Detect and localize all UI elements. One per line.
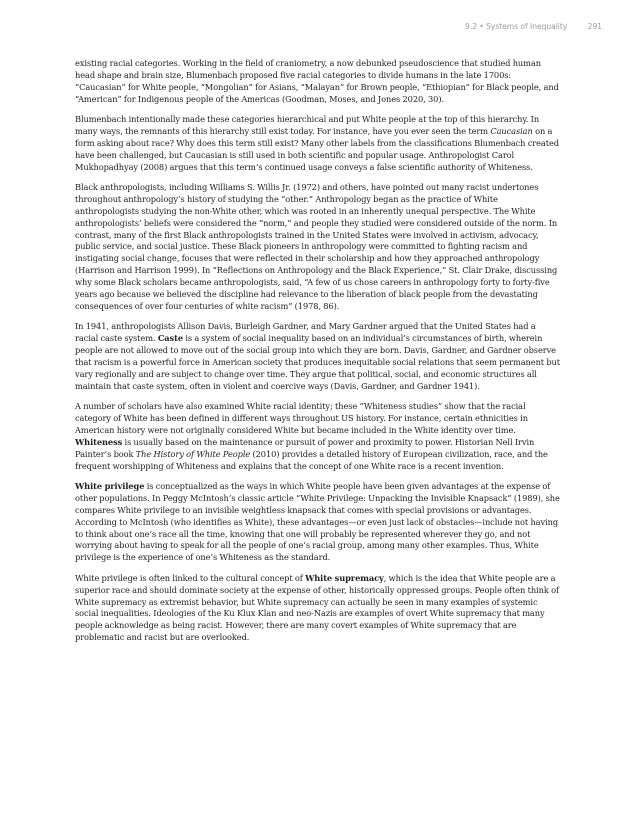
paragraph-text: In 1941, anthropologists Allison Davis, Burleigh Gardner, and Mary Gardner argued that the United States had a racial caste system. — [75, 321, 536, 344]
key-term: Caste — [157, 333, 183, 344]
body-text — [75, 58, 560, 653]
paragraph — [75, 481, 560, 564]
paragraph-text: is a system of social inequality based on an individual’s circumstances of birth, wherein people are not allowed to move out of the social group into which they are born. Davis, Gardner, and Gardner observe that racism is a powerful force in American society that produces inequitable social relations that seem permanent but vary regionally and are subject to change over time. They argue that political, social, and economic structures all maintain that caste system, often in violent and coercive ways (Davis, Gardner, and Gardner 1941). — [75, 333, 560, 391]
paragraph — [75, 401, 560, 472]
emphasized-text: The History of White People — [135, 448, 251, 459]
key-term: White privilege — [75, 480, 145, 491]
paragraph-text: is conceptualized as the ways in which White people have been given advantages at the expense of other populations. In Peggy McIntosh’s classic article “White Privilege: Unpacking the Invisible Knapsack” (1989), she compares White privilege to an invisible weightless knapsack that comes with special provisions or advantages. According to McIntosh (who identifies as White), these advantages—or even just lack of obstacles—include not having to think about one’s race all the time, knowing that one will probably be represented wherever they go, and not worrying about having to speak for all the people of one’s racial group, among many other examples. Thus, White privilege is the experience of one’s Whiteness as the standard. — [75, 480, 560, 563]
paragraph — [75, 58, 560, 106]
paragraph — [75, 182, 560, 313]
paragraph-text: Blumenbach intentionally made these categories hierarchical and put White people at the top of this hierarchy. In many ways, the remnants of this hierarchy still exist today. For instance, have you ever seen the term — [75, 114, 540, 136]
paragraph-text: , which is the idea that White people are a superior race and should dominate society at the expense of other, historically oppressed groups. People often think of White supremacy as extremist behavior, but White supremacy can actually be seen in many examples of systemic social inequalities. Ideologies of the Ku Klux Klan and neo-Nazis are examples of overt White supremacy that many people acknowledge as being racist. However, there are many covert examples of White supremacy that are problematic and racist but are overlooked. — [75, 572, 559, 643]
page-header — [465, 22, 602, 31]
paragraph — [75, 573, 560, 644]
paragraph-text: on a form asking about race? Why does this term still exist? Many other labels from the classifications Blumenbach created have been challenged, but Caucasian is still used in both scientific and popular usage. Anthropologist Carol Mukhopadhyay (2008) argues that this term’s continued usage conveys a false scientific authority of Whiteness. — [75, 125, 559, 172]
paragraph — [75, 114, 560, 174]
paragraph-text: A number of scholars have also examined White racial identity; these “Whiteness studies” show that the racial category of White has been defined in different ways throughout US history. For instance, certain ethnicities in American history were not originally considered White but became included in the White identity over time. — [75, 401, 528, 435]
key-term: Whiteness — [75, 436, 123, 447]
paragraph-text: White privilege is often linked to the cultural concept of — [75, 572, 306, 583]
running-head-section: 9.2 • Systems of Inequality — [465, 22, 568, 31]
paragraph-text: Black anthropologists, including Williams S. Willis Jr. (1972) and others, have pointed out many racist undertones throughout anthropology’s history of studying the “other.” Anthropology began as the practice of White anthropologists studying the non-White other, which was rooted in an inherently unequal perspective. The White anthropologists’ beliefs were considered the “norm,” and people they studied were considered outside of the norm. In contrast, many of the first Black anthropologists trained in the United States were involved in activism, advocacy, public service, and social justice. These Black pioneers in anthropology were committed to fighting racism and instigating social change, focuses that were reflected in their scholarship and how they approached anthropology (Harrison and Harrison 1999). In “Reflections on Anthropology and the Black Experience,” St. Clair Drake, discussing why some Black scholars became anthropologists, said, “A few of us chose careers in anthropology forty to forty-five years ago because we believed the discipline had relevance to the liberation of black people from the devastating consequences of over four centuries of white racism” (1978, 86). — [75, 181, 558, 311]
paragraph-text: is usually based on the maintenance or pursuit of power and proximity to power. Historian Nell Irvin Painter’s book — [75, 436, 535, 459]
page-number: 291 — [587, 22, 602, 31]
paragraph-text: existing racial categories. Working in the field of craniometry, a now debunked pseudoscience that studied human head shape and brain size, Blumenbach proposed five racial categories to divide humans in the late 1700s: “Caucasian” for White people, “Mongolian” for Asians, “Malayan” for Brown people, “Ethiopian” for Black people, and “American” for Indigenous people of the Americas (Goodman, Moses, and Jones 2020, 30). — [75, 58, 559, 104]
paragraph — [75, 321, 560, 392]
key-term: White supremacy — [305, 572, 384, 583]
emphasized-text: Caucasian — [490, 125, 533, 136]
paragraph-text: (2010) provides a detailed history of European civilization, race, and the frequent worshipping of Whiteness and explains that the concept of one White race is a recent invention. — [75, 448, 548, 471]
